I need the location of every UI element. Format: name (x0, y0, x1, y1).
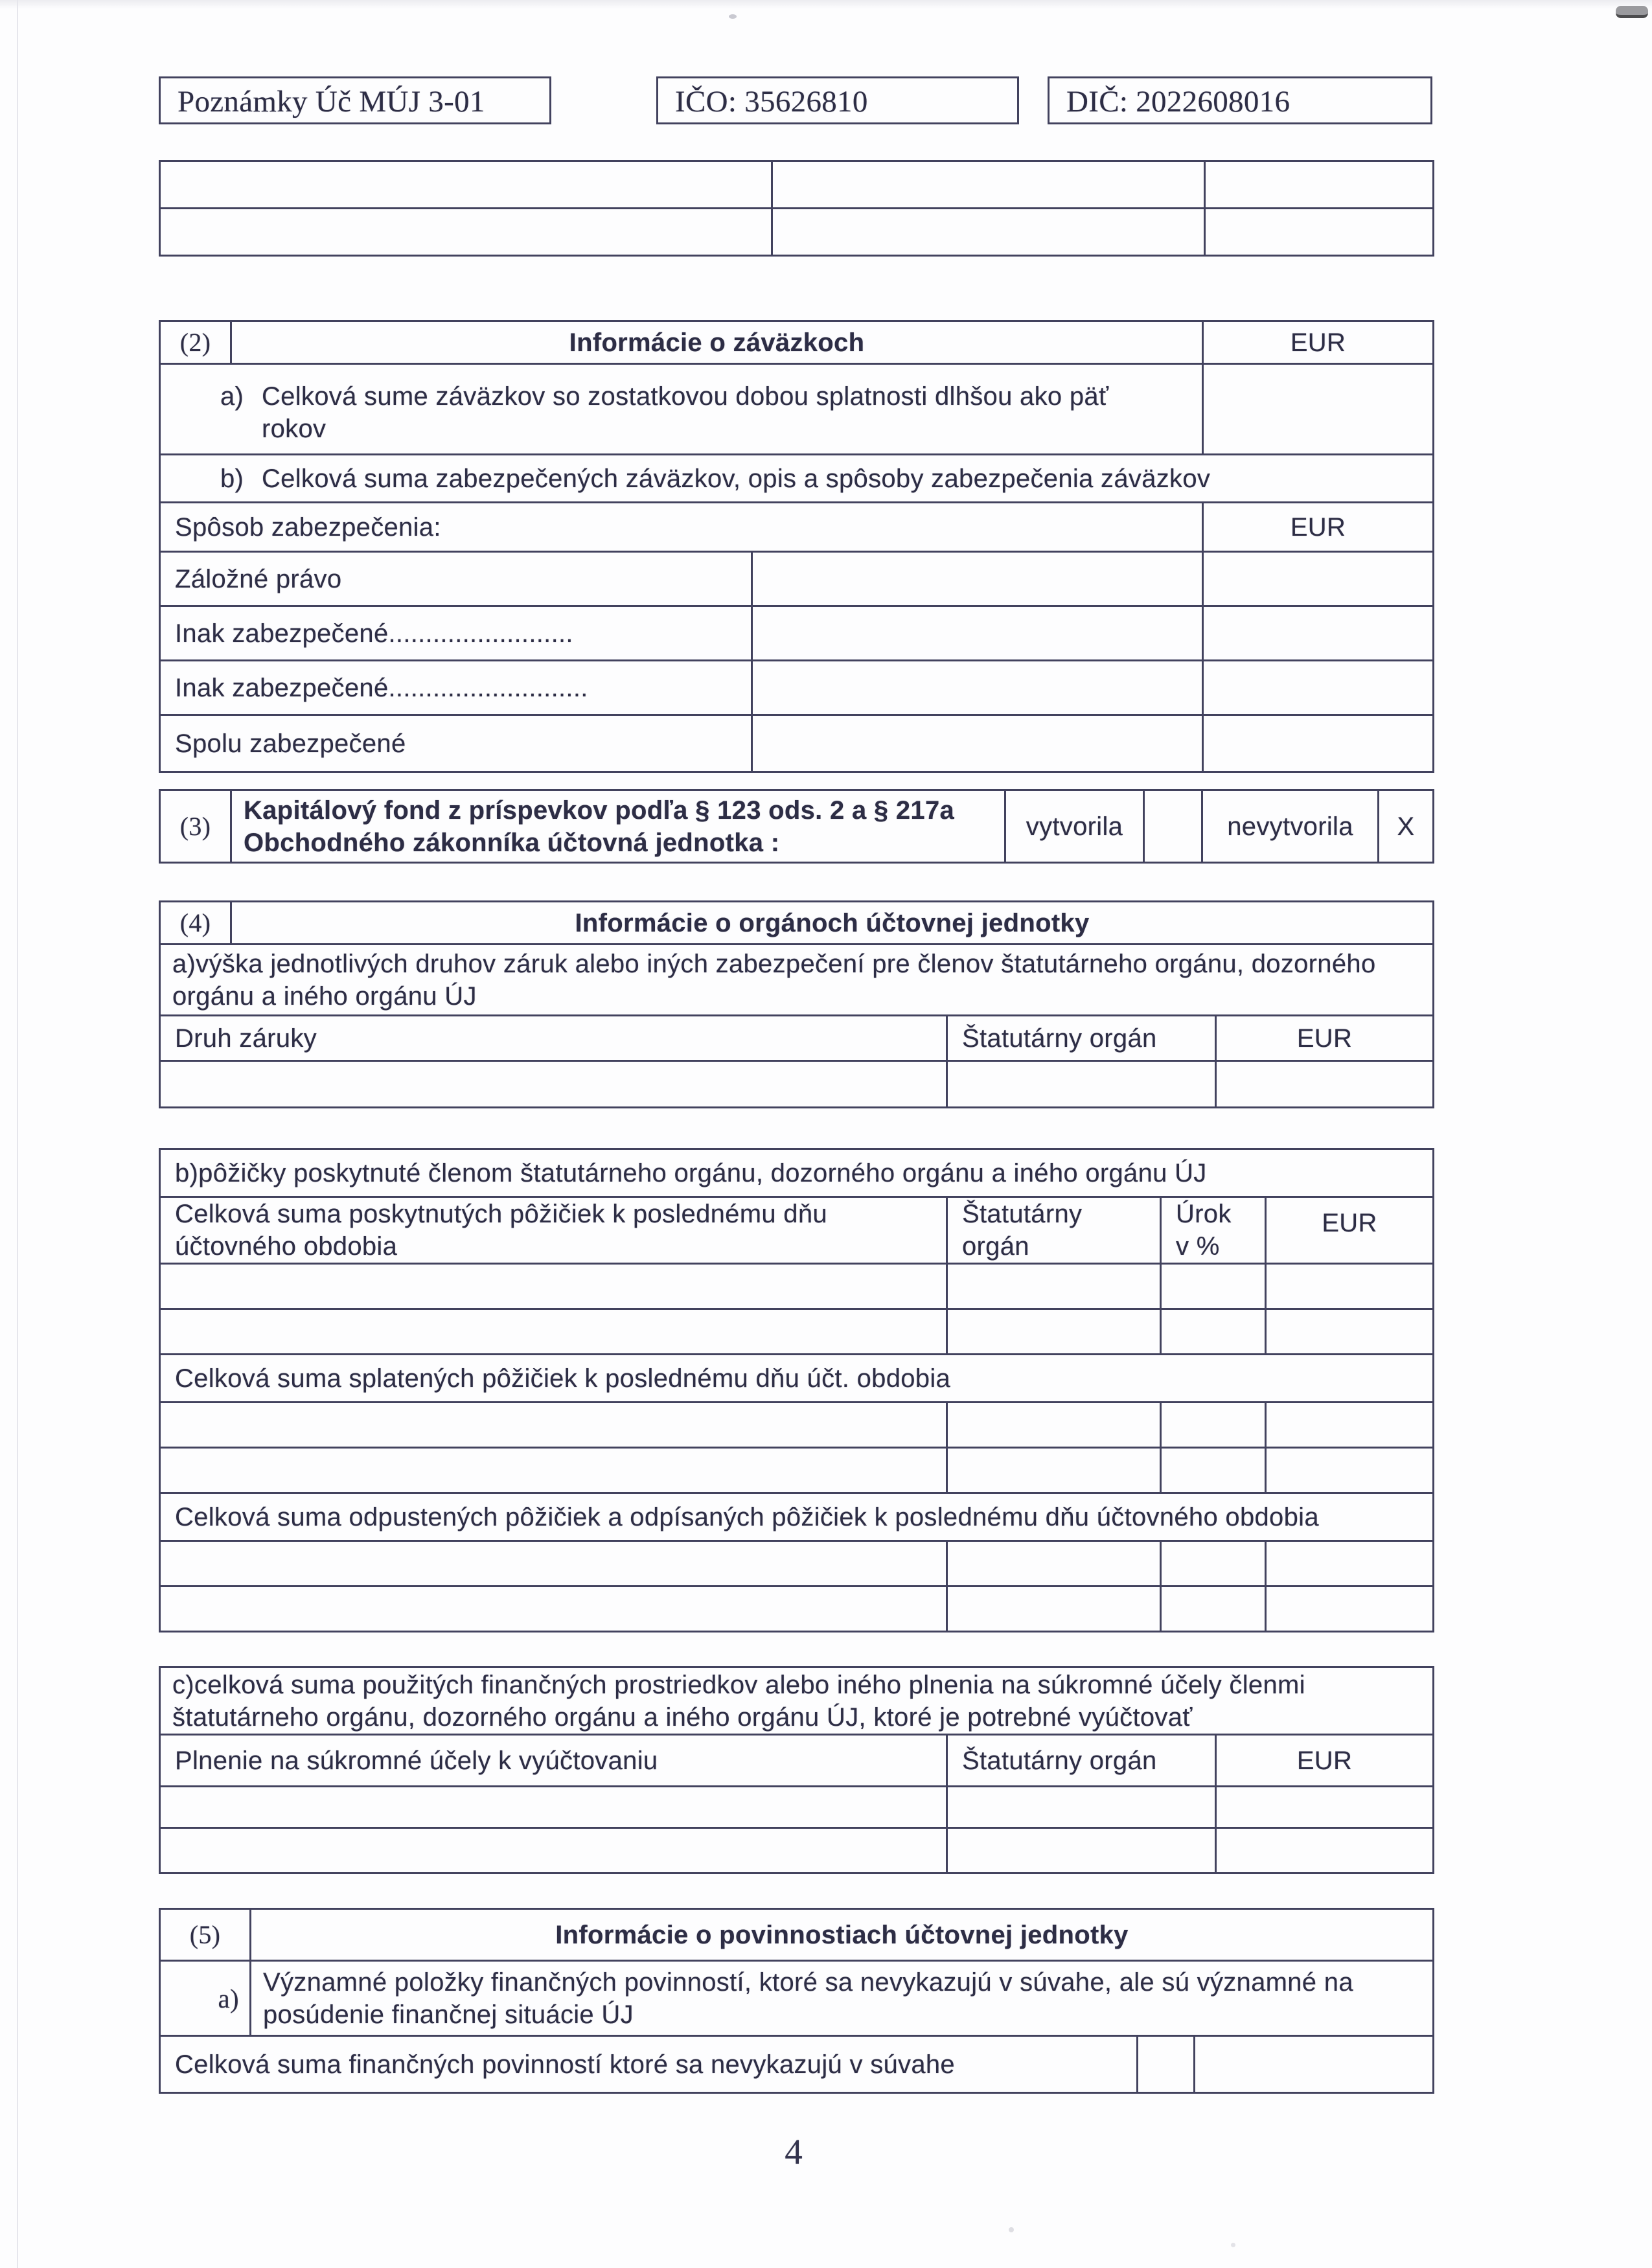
value-cell (1161, 1403, 1266, 1448)
value-cell (1216, 1787, 1434, 1828)
section2-eur-header: EUR (1203, 321, 1434, 364)
scanner-corner-artifact (1616, 6, 1648, 18)
dic-box: DIČ: 2022608016 (1048, 76, 1432, 124)
value-cell (947, 1787, 1216, 1828)
row-a-prefix: a) (220, 382, 244, 411)
value-cell (1161, 1448, 1266, 1493)
value-cell (1266, 1586, 1434, 1632)
empty-cell (1205, 161, 1434, 209)
row-b-text: Celková suma zabezpečených záväzkov, opis a spôsoby zabezpečenia záväzkov (262, 464, 1211, 493)
scan-smudge (1231, 2243, 1235, 2247)
value-cell (947, 1403, 1161, 1448)
sectionc-table (159, 1666, 1434, 1874)
value-cell (1161, 1264, 1266, 1309)
sposob-label: Spôsob zabezpečenia: (160, 503, 1203, 552)
value-cell (1266, 1448, 1434, 1493)
section5-table (159, 1908, 1434, 2094)
nevytvorila-label: nevytvorila (1202, 790, 1379, 863)
statutarny-organ-header: Štatutárny orgán (947, 1197, 1161, 1264)
value-cell (947, 1061, 1216, 1108)
section3-title: Kapitálový fond z príspevkov podľa § 123 ods. 2 a § 217a Obchodného zákonníka účtovná jednotka : (231, 790, 1005, 863)
value-cell (752, 661, 1203, 715)
zalozne-pravo-label: Záložné právo (160, 552, 752, 606)
section2-table (159, 320, 1434, 773)
section2-title: Informácie o záväzkoch (231, 321, 1203, 364)
empty-cell (160, 209, 772, 256)
value-cell (752, 552, 1203, 606)
inak-zabezpecene-label: Inak zabezpečené........................... (160, 661, 752, 715)
value-cell (160, 1448, 947, 1493)
value-cell (947, 1828, 1216, 1873)
section4-table (159, 900, 1434, 1108)
celkova-suma-povinnosti-label: Celková suma finančných povinností ktoré sa nevykazujú v súvahe (160, 2036, 1138, 2093)
section3-number: (3) (160, 790, 231, 863)
section5-row-a-text: Významné položky finančných povinností, ktoré sa nevykazujú v súvahe, ale sú významné na posúdenie finančnej situácie ÚJ (251, 1961, 1434, 2036)
scan-edge-artifact (17, 0, 18, 2268)
section4-row-a: a)výška jednotlivých druhov záruk alebo iných zabezpečení pre členov štatutárneho orgánu, dozorného orgánu a iného orgánu ÚJ (160, 945, 1434, 1016)
section2-row-b (160, 455, 1434, 503)
value-cell (1161, 1586, 1266, 1632)
value-cell (160, 1309, 947, 1355)
empty-cell (772, 209, 1205, 256)
value-cell (160, 1403, 947, 1448)
sectionb-intro: b)pôžičky poskytnuté členom štatutárneho orgánu, dozorného orgánu a iného orgánu ÚJ (160, 1149, 1434, 1197)
inak-zabezpecene-label: Inak zabezpečené......................... (160, 606, 752, 661)
row-a-text: Celková sume záväzkov so zostatkovou dobou splatnosti dlhšou ako päť rokov (262, 382, 1109, 443)
form-title-box: Poznámky Úč MÚJ 3-01 (159, 76, 551, 124)
splatene-pozicky-label: Celková suma splatených pôžičiek k poslednému dňu účt. obdobia (160, 1355, 1434, 1403)
druh-zaruky-label: Druh záruky (160, 1016, 947, 1061)
value-cell (1195, 2036, 1434, 2093)
empty-cell (772, 161, 1205, 209)
spolu-zabezpecene-label: Spolu zabezpečené (160, 715, 752, 772)
value-cell (947, 1541, 1161, 1586)
eur-header: EUR (1216, 1735, 1434, 1787)
empty-continuation-table (159, 160, 1434, 257)
scan-smudge (729, 14, 737, 19)
value-cell (160, 1541, 947, 1586)
poskytnute-pozicky-header: Celková suma poskytnutých pôžičiek k poslednému dňu účtovného obdobia (160, 1197, 947, 1264)
sectionb-table (159, 1148, 1434, 1632)
scan-smudge (1009, 2227, 1014, 2232)
section4-number: (4) (160, 902, 231, 945)
value-cell (1266, 1541, 1434, 1586)
value-cell (1216, 1061, 1434, 1108)
value-cell (1216, 1828, 1434, 1873)
section5-row-a-prefix: a) (160, 1961, 251, 2036)
nevytvorila-checkbox: X (1379, 790, 1434, 863)
value-cell (1203, 552, 1434, 606)
empty-cell (1205, 209, 1434, 256)
value-cell (947, 1586, 1161, 1632)
section2-row-a (160, 364, 1203, 455)
section2-number: (2) (160, 321, 231, 364)
row-b-prefix: b) (220, 464, 244, 493)
section4-title: Informácie o orgánoch účtovnej jednotky (231, 902, 1434, 945)
value-cell (1138, 2036, 1195, 2093)
value-cell (947, 1264, 1161, 1309)
vytvorila-checkbox (1144, 790, 1202, 863)
page-number: 4 (785, 2132, 803, 2171)
vytvorila-label: vytvorila (1005, 790, 1144, 863)
urok-header: Úrok v % (1161, 1197, 1266, 1264)
plnenie-label: Plnenie na súkromné účely k vyúčtovaniu (160, 1735, 947, 1787)
value-cell (1266, 1309, 1434, 1355)
value-cell (947, 1448, 1161, 1493)
section3-table (159, 789, 1434, 864)
odpustene-pozicky-label: Celková suma odpustených pôžičiek a odpísaných pôžičiek k poslednému dňu účtovného obdobia (160, 1493, 1434, 1541)
empty-cell (160, 161, 772, 209)
value-cell (160, 1061, 947, 1108)
value-cell (947, 1309, 1161, 1355)
sposob-eur-header: EUR (1203, 503, 1434, 552)
value-cell (1161, 1309, 1266, 1355)
value-cell (1203, 606, 1434, 661)
eur-header: EUR (1266, 1197, 1434, 1264)
value-cell (1203, 715, 1434, 772)
value-cell (160, 1264, 947, 1309)
section5-title: Informácie o povinnostiach účtovnej jednotky (251, 1909, 1434, 1961)
value-cell (752, 715, 1203, 772)
value-cell (160, 1787, 947, 1828)
value-cell (1266, 1403, 1434, 1448)
value-cell (752, 606, 1203, 661)
statutarny-organ-header: Štatutárny orgán (947, 1735, 1216, 1787)
section5-number: (5) (160, 1909, 251, 1961)
value-cell (1266, 1264, 1434, 1309)
value-cell (1203, 661, 1434, 715)
ico-box: IČO: 35626810 (656, 76, 1019, 124)
eur-header: EUR (1216, 1016, 1434, 1061)
sectionc-intro: c)celková suma použitých finančných prostriedkov alebo iného plnenia na súkromné účely členmi štatutárneho orgánu, dozorného orgánu a iného orgánu ÚJ, ktoré je potrebné vyúčtovať (160, 1667, 1434, 1735)
value-cell (160, 1828, 947, 1873)
row-a-eur-cell (1203, 364, 1434, 455)
value-cell (1161, 1541, 1266, 1586)
statutarny-organ-header: Štatutárny orgán (947, 1016, 1216, 1061)
value-cell (160, 1586, 947, 1632)
